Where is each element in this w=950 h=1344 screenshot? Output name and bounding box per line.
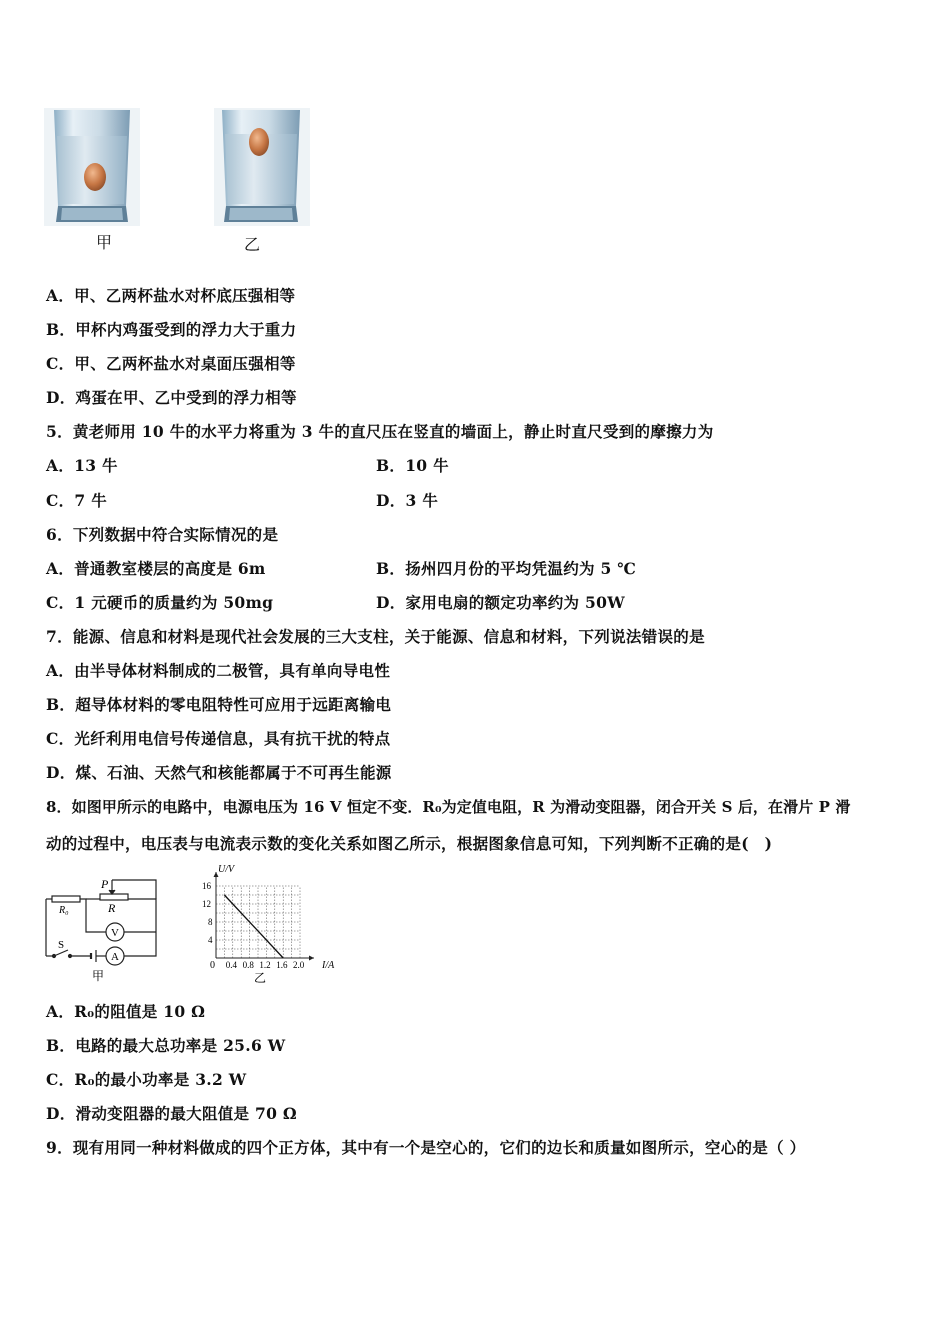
q8-stem-line1: 8．如图甲所示的电路中，电源电压为 16 V 恒定不变．R₀为定值电阻，R 为滑动变阻器，闭合开关 S 后，在滑片 P 滑 — [46, 798, 851, 816]
caption-left: 甲 — [96, 233, 113, 252]
resistor-r0 — [52, 896, 80, 902]
x-tick-label: 1.6 — [276, 960, 288, 970]
q4-option-b: B．甲杯内鸡蛋受到的浮力大于重力 — [46, 320, 297, 339]
x-axis-label: I/A — [322, 960, 335, 971]
label-s: S — [58, 939, 65, 951]
glass-figure — [40, 100, 320, 230]
q7-option-c: C．光纤利用电信号传递信息，具有抗干扰的特点 — [46, 729, 391, 748]
q8-stem-line2: 动的过程中，电压表与电流表示数的变化关系如图乙所示，根据图象信息可知，下列判断不正确的是( ) — [46, 834, 773, 853]
q5-stem: 5．黄老师用 10 牛的水平力将重为 3 牛的直尺压在竖直的墙面上，静止时直尺受到的摩擦力为 — [46, 422, 714, 441]
q7-option-a: A．由半导体材料制成的二极管，具有单向导电性 — [46, 661, 391, 680]
x-axis-arrow — [309, 956, 314, 961]
glass-right — [214, 108, 310, 226]
caption-right: 乙 — [244, 235, 261, 254]
label-v: V — [111, 927, 119, 939]
ui-graph — [190, 862, 350, 986]
label-r0: R₀ — [59, 905, 69, 916]
y-tick-label: 4 — [208, 935, 213, 945]
q6-stem: 6．下列数据中符合实际情况的是 — [46, 525, 279, 544]
x-tick-label: 1.2 — [259, 960, 271, 970]
chart-grid — [216, 886, 300, 958]
label-a: A — [111, 951, 119, 963]
q8-option-d: D．滑动变阻器的最大阻值是 70 Ω — [46, 1104, 298, 1123]
q8-option-a: A．R₀的阻值是 10 Ω — [46, 1002, 206, 1021]
y-axis-label: U/V — [218, 864, 235, 875]
y-tick-label: 16 — [202, 881, 211, 891]
q5-option-c: C．7 牛 — [46, 491, 108, 510]
circuit-caption: 甲 — [92, 969, 105, 983]
q6-option-b: B．扬州四月份的平均凭温约为 5 ℃ — [376, 559, 637, 578]
q7-stem: 7．能源、信息和材料是现代社会发展的三大支柱，关于能源、信息和材料，下列说法错误的是 — [46, 627, 705, 646]
chart-axes — [214, 872, 315, 961]
q7-option-d: D．煤、石油、天然气和核能都属于不可再生能源 — [46, 763, 392, 782]
q6-option-a: A．普通教室楼层的高度是 6m — [46, 559, 266, 578]
y-tick-label: 8 — [208, 917, 213, 927]
q4-option-a: A．甲、乙两杯盐水对杯底压强相等 — [46, 286, 296, 305]
label-r: R — [108, 901, 116, 915]
series-line — [224, 895, 283, 958]
q8-option-b: B．电路的最大总功率是 25.6 W — [46, 1036, 286, 1055]
q4-option-d: D．鸡蛋在甲、乙中受到的浮力相等 — [46, 388, 297, 407]
chart-caption: 乙 — [254, 971, 267, 985]
q6-option-c: C．1 元硬币的质量约为 50mg — [46, 593, 274, 612]
label-p: P — [101, 877, 109, 891]
q5-option-d: D．3 牛 — [376, 491, 439, 510]
egg-left — [84, 163, 106, 191]
x-tick-label: 2.0 — [293, 960, 305, 970]
q5-option-a: A．13 牛 — [46, 456, 118, 475]
x-tick-label: 0.8 — [242, 960, 254, 970]
circuit-diagram — [40, 872, 170, 984]
q8-option-c: C．R₀的最小功率是 3.2 W — [46, 1070, 247, 1089]
glass-left — [44, 108, 140, 226]
x-tick-label: 0.4 — [225, 960, 238, 970]
q5-option-b: B．10 牛 — [376, 456, 449, 475]
chart-series — [224, 895, 283, 958]
rheostat-r — [100, 894, 128, 900]
q4-option-c: C．甲、乙两杯盐水对桌面压强相等 — [46, 354, 296, 373]
q7-option-b: B．超导体材料的零电阻特性可应用于远距离输电 — [46, 695, 392, 714]
egg-right — [249, 128, 269, 156]
q6-option-d: D．家用电扇的额定功率约为 50W — [376, 593, 625, 612]
y-tick-label: 12 — [202, 899, 211, 909]
q9-stem: 9．现有用同一种材料做成的四个正方体，其中有一个是空心的，它们的边长和质量如图所示，空心的是（ ） — [46, 1138, 806, 1157]
chart-origin: 0 — [210, 960, 215, 971]
